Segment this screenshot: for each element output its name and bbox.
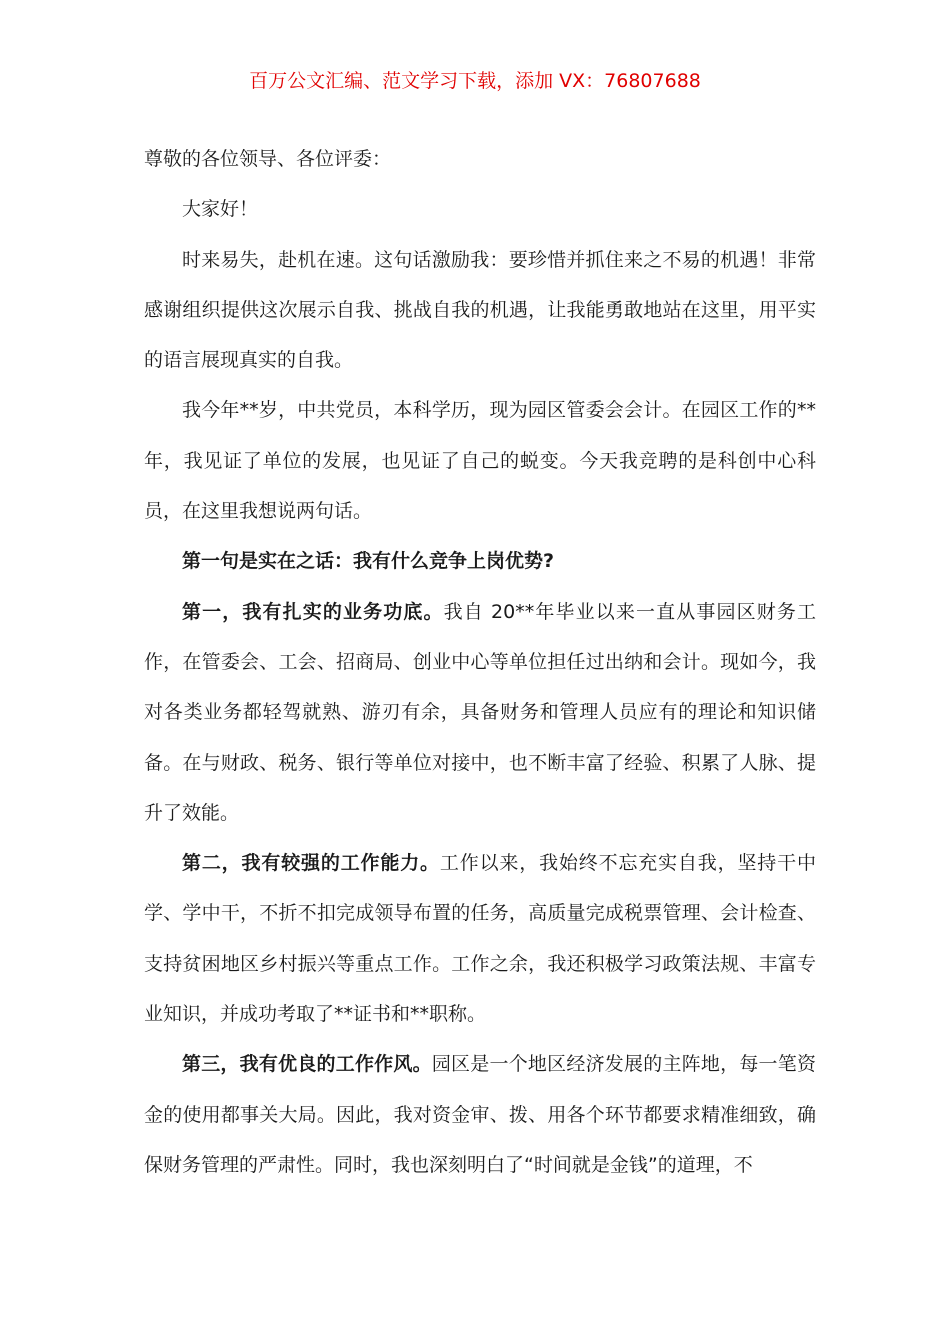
point-one-text: 我自 20**年毕业以来一直从事园区财务工作，在管委会、工会、招商局、创业中心等单位担任过出纳和会计。现如今，我对各类业务都轻驾就熟、游刃有余，具备财务和管理人员应有的理论和知识储备。在与财政、税务、银行等单位对接中，也不断丰富了经验、积累了人脉、提升了效能。 — [144, 600, 816, 824]
watermark-header: 百万公文汇编、范文学习下载，添加 VX：76807688 — [249, 70, 701, 92]
point-two-lead: 第二，我有较强的工作能力。 — [182, 852, 440, 875]
point-three-paragraph — [144, 1039, 816, 1190]
point-one-paragraph — [144, 587, 816, 838]
section-heading: 第一句是实在之话：我有什么竞争上岗优势? — [182, 550, 555, 573]
document-body — [144, 134, 816, 1190]
point-one-lead: 第一，我有扎实的业务功底。 — [182, 600, 444, 623]
point-two-text: 工作以来，我始终不忘充实自我，坚持干中学、学中干，不折不扣完成领导布置的任务，高质量完成税票管理、会计检查、支持贫困地区乡村振兴等重点工作。工作之余，我还积极学习政策法规、丰富专业知识，并成功考取了**证书和**职称。 — [144, 852, 816, 1026]
point-two-paragraph — [144, 838, 816, 1039]
intro-paragraph: 时来易失，赴机在速。这句话激励我：要珍惜并抓住来之不易的机遇！非常感谢组织提供这次展示自我、挑战自我的机遇，让我能勇敢地站在这里，用平实的语言展现真实的自我。 — [144, 248, 816, 372]
greeting: 大家好！ — [182, 198, 259, 221]
point-three-lead: 第三，我有优良的工作作风。 — [182, 1053, 432, 1076]
salutation: 尊敬的各位领导、各位评委： — [144, 148, 392, 170]
point-three-text: 园区是一个地区经济发展的主阵地，每一笔资金的使用都事关大局。因此，我对资金审、拨、用各个环节都要求精准细致，确保财务管理的严肃性。同时，我也深刻明白了“时间就是金钱”的道理，不 — [144, 1053, 816, 1176]
background-paragraph: 我今年**岁，中共党员，本科学历，现为园区管委会会计。在园区工作的**年，我见证了单位的发展，也见证了自己的蜕变。今天我竞聘的是科创中心科员，在这里我想说两句话。 — [144, 399, 816, 523]
